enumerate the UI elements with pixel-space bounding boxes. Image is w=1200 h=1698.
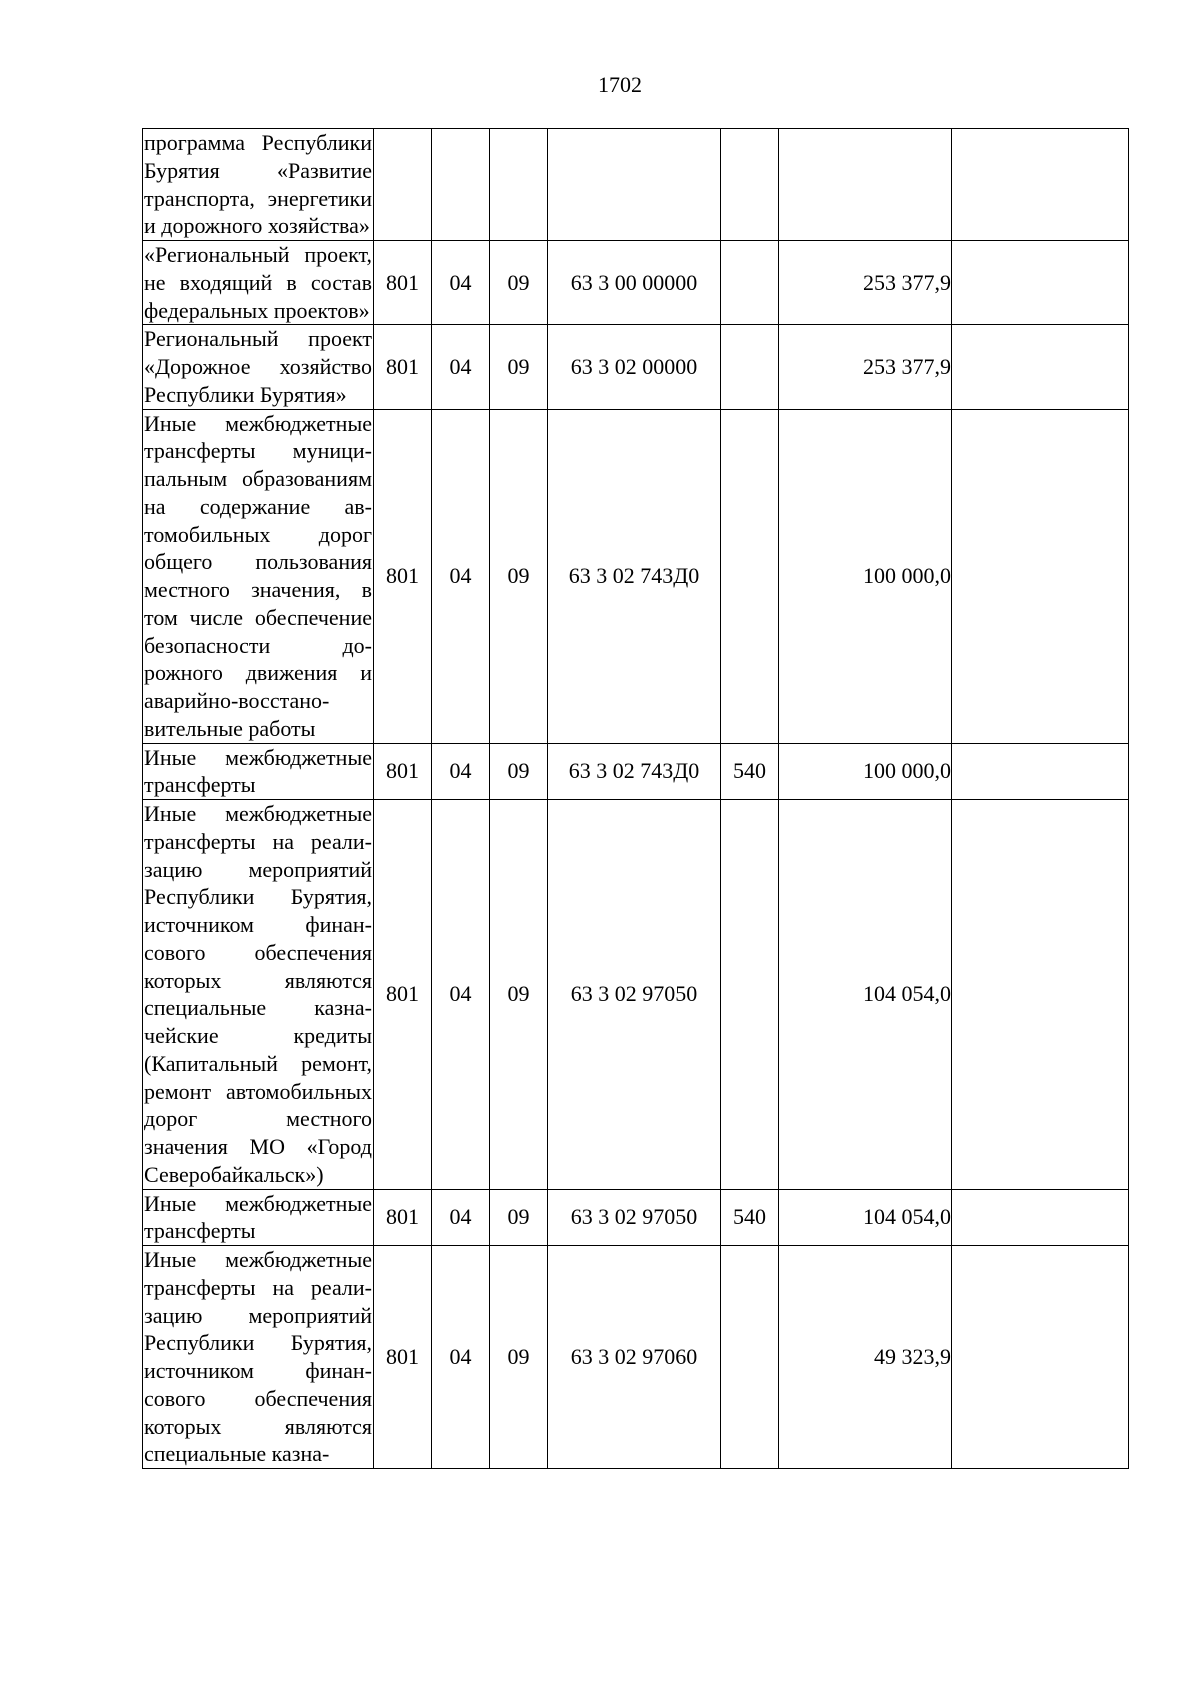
- amount: 100 000,0: [779, 743, 952, 800]
- row-name: программа Республики Бурятия «Развитие транспорта, энергетики и дорожного хозяйства»: [143, 129, 374, 241]
- amount: [779, 129, 952, 241]
- row-name: «Региональный проект, не входящий в состав федеральных проектов»: [143, 241, 374, 325]
- row-name: Иные межбюджетные трансферты: [143, 743, 374, 800]
- extra-cell: [952, 409, 1129, 743]
- expense-type-code: [721, 325, 779, 409]
- subsection-code: 09: [490, 241, 548, 325]
- target-article-code: 63 3 02 97050: [548, 1189, 721, 1246]
- target-article-code: 63 3 02 97050: [548, 800, 721, 1190]
- grbs-code: [374, 129, 432, 241]
- grbs-code: 801: [374, 409, 432, 743]
- target-article-code: 63 3 02 743Д0: [548, 409, 721, 743]
- table-row: [143, 1246, 1129, 1469]
- target-article-code: 63 3 02 743Д0: [548, 743, 721, 800]
- expense-type-code: [721, 241, 779, 325]
- amount: 104 054,0: [779, 1189, 952, 1246]
- expense-type-code: [721, 1246, 779, 1469]
- grbs-code: 801: [374, 1189, 432, 1246]
- target-article-code: [548, 129, 721, 241]
- extra-cell: [952, 800, 1129, 1190]
- subsection-code: 09: [490, 1189, 548, 1246]
- grbs-code: 801: [374, 800, 432, 1190]
- section-code: 04: [432, 800, 490, 1190]
- table-row: [143, 800, 1129, 1190]
- target-article-code: 63 3 00 00000: [548, 241, 721, 325]
- section-code: 04: [432, 241, 490, 325]
- section-code: 04: [432, 325, 490, 409]
- table-row: [143, 325, 1129, 409]
- table-row: [143, 129, 1129, 241]
- amount: 253 377,9: [779, 241, 952, 325]
- section-code: [432, 129, 490, 241]
- subsection-code: 09: [490, 325, 548, 409]
- section-code: 04: [432, 409, 490, 743]
- extra-cell: [952, 241, 1129, 325]
- table-row: [143, 241, 1129, 325]
- subsection-code: 09: [490, 800, 548, 1190]
- section-code: 04: [432, 743, 490, 800]
- budget-table: [142, 128, 1129, 1469]
- row-name: Иные межбюджетные трансферты муниципальным образованиям на содержание автомобильных дорог общего пользования местного значения, в том числе обеспечение безопасности дорожного движения и аварийно-восстановительные работы: [143, 409, 374, 743]
- subsection-code: 09: [490, 743, 548, 800]
- amount: 49 323,9: [779, 1246, 952, 1469]
- section-code: 04: [432, 1246, 490, 1469]
- row-name: Иные межбюджетные трансферты на реализацию мероприятий Республики Бурятия, источником финансового обеспечения которых являются специальные казна-: [143, 1246, 374, 1469]
- target-article-code: 63 3 02 97060: [548, 1246, 721, 1469]
- extra-cell: [952, 743, 1129, 800]
- amount: 104 054,0: [779, 800, 952, 1190]
- table-row: [143, 743, 1129, 800]
- expense-type-code: [721, 800, 779, 1190]
- expense-type-code: [721, 129, 779, 241]
- expense-type-code: [721, 409, 779, 743]
- amount: 253 377,9: [779, 325, 952, 409]
- row-name: Региональный проект «Дорожное хозяйство Республики Бурятия»: [143, 325, 374, 409]
- grbs-code: 801: [374, 325, 432, 409]
- subsection-code: 09: [490, 1246, 548, 1469]
- extra-cell: [952, 129, 1129, 241]
- grbs-code: 801: [374, 241, 432, 325]
- row-name: Иные межбюджетные трансферты на реализацию мероприятий Республики Бурятия, источником финансового обеспечения которых являются специальные казначейские кредиты (Капитальный ремонт, ремонт автомобильных дорог местного значения МО «Город Северобайкальск»): [143, 800, 374, 1190]
- extra-cell: [952, 1189, 1129, 1246]
- row-name: Иные межбюджетные трансферты: [143, 1189, 374, 1246]
- subsection-code: 09: [490, 409, 548, 743]
- extra-cell: [952, 1246, 1129, 1469]
- grbs-code: 801: [374, 743, 432, 800]
- grbs-code: 801: [374, 1246, 432, 1469]
- target-article-code: 63 3 02 00000: [548, 325, 721, 409]
- amount: 100 000,0: [779, 409, 952, 743]
- section-code: 04: [432, 1189, 490, 1246]
- extra-cell: [952, 325, 1129, 409]
- page-number: 1702: [598, 72, 642, 97]
- table-row: [143, 1189, 1129, 1246]
- subsection-code: [490, 129, 548, 241]
- table-row: [143, 409, 1129, 743]
- expense-type-code: 540: [721, 743, 779, 800]
- expense-type-code: 540: [721, 1189, 779, 1246]
